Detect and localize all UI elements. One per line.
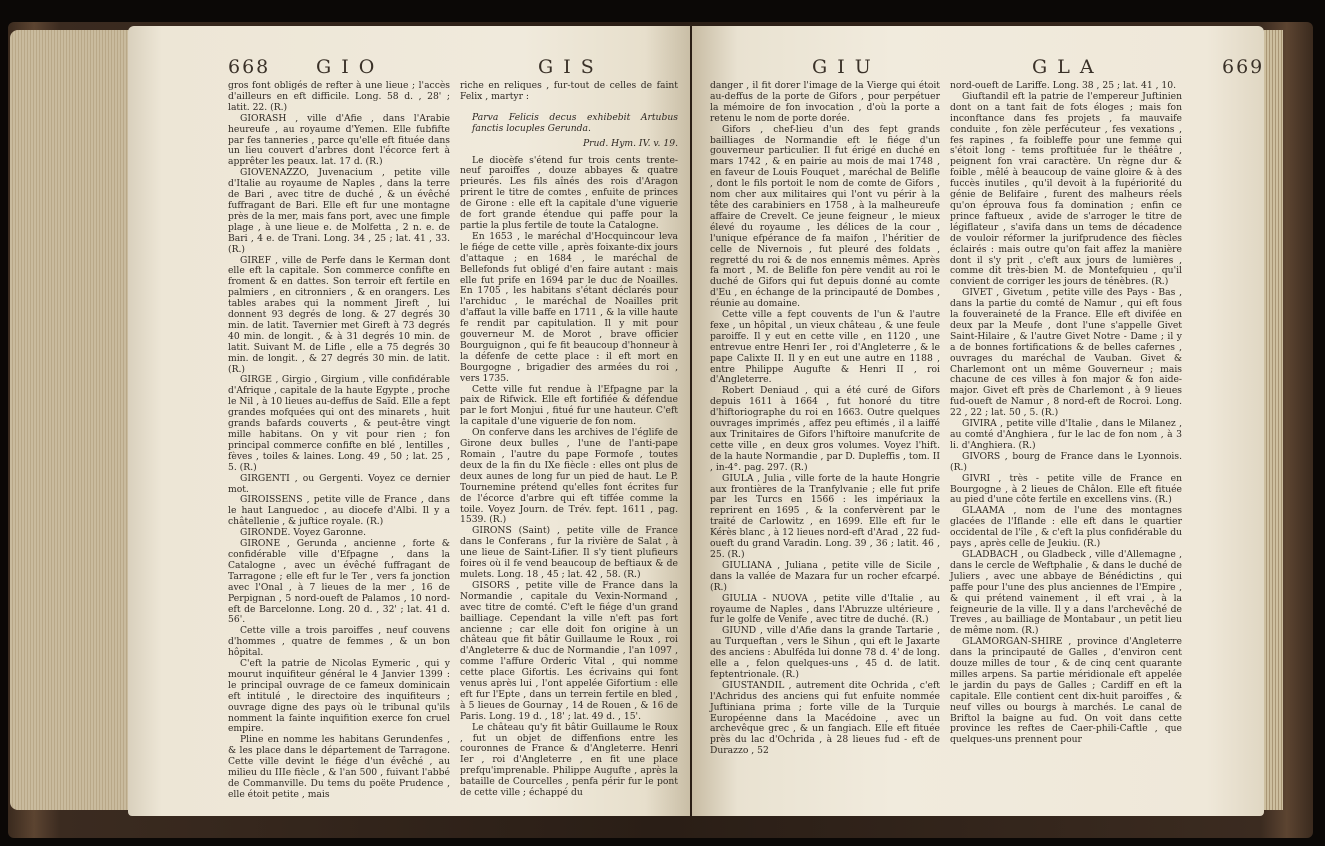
right-page [692, 26, 1264, 816]
article-paragraph: Prud. Hym. IV. v. 19. [582, 137, 678, 149]
article-paragraph: GLAAMA , nom de l'une des montagnes glacées de l'Iflande : elle eft dans le quartier occidental de l'île , & c'eft la plus confidérable du pays , après celle de Jeukiu. (R.) [950, 505, 1182, 550]
right-page-column-1 [710, 81, 940, 757]
article-paragraph: Robert Deniaud , qui a été curé de Gifors depuis 1611 à 1664 , fut honoré du titre d'hiftoriographe du roi en 1663. Outre quelques ouvrages imprimés , affez peu eftimés , il a laiffé aux Trinitaires de Gifors l'hiftoire manufcrite de cette ville , en deux gros volumes. Voyez l'hift. de la haute Normandie , par D. Dupleffis , tom. II , in-4°. pag. 297. (R.) [710, 385, 940, 473]
running-head-left-col: G I O [316, 56, 377, 78]
article-paragraph: GIVET , Givetum , petite ville des Pays - Bas , dans la partie du comté de Namur , qui eft fous la fouveraineté de la France. Elle eft divifée en deux par la Meufe , dont l'une s'appelle Givet Saint-Hilaire , & l'autre Givet Notre - Dame ; il y a de bonnes fortifications & de belles cafernes , ouvrages du maréchal de Vauban. Givet & Charlemont ont un même Gouverneur ; mais chacune de ces villes à fon major & fon aide-major. Givet eft près de Charlemont , à 9 lieues fud-oueft de Namur , 8 nord-eft de Rocroi. Long. 22 , 22 ; lat. 50 , 5. (R.) [950, 287, 1182, 419]
article-paragraph: GIREF , ville de Perfe dans le Kerman dont elle eft la capitale. Son commerce confifte en froment & en dattes. Son terroir eft fertile en palmiers , en citronniers , & en orangers. Les tables arabes qui la nomment Jireft , lui donnent 93 degrés de long. & 27 degrés 30 min. de latit. Tavernier met Gireft à 73 degrés 40 min. de longit. , & à 31 degrés 10 min. de latit. Suivant M. de Lifle , elle a 75 degrés 30 min. de longit. , & 27 degrés 30 min. de latit. (R.) [228, 254, 450, 375]
page-edges-left [10, 30, 130, 810]
article-paragraph: On conferve dans les archives de l'églife de Girone deux bulles , l'une de l'anti-pape Romain , l'autre du pape Formofe , toutes deux de la fin du IXe fiècle : elles ont plus de deux aunes de long fur un pied de haut. Le P. Tournemine prétend qu'elles font écrites fur de l'écorce d'arbre qui eft tiffée comme la toile. Voyez Journ. de Trév. fept. 1611 , pag. 1539. (R.) [460, 427, 678, 526]
article-paragraph: GIRONS (Saint) , petite ville de France dans le Conferans , fur la rivière de Salat , à une lieue de Saint-Lifier. Il s'y tient plufieurs foires où il fe vend beaucoup de beftiaux & de mulets. Long. 18 , 45 ; lat. 42 , 58. (R.) [460, 525, 678, 580]
article-paragraph: Cette ville a trois paroiffes , neuf couvens d'hommes , quatre de femmes , & un bon hôpital. [228, 625, 450, 659]
left-page-column-2 [460, 81, 678, 799]
article-paragraph: Giuftandil eft la patrie de l'empereur Juftinien dont on a tant fait de fots éloges ; mais fon inconftance dans fes projets , fa mauvaife conduite , fon zèle perfécuteur , fes vexations , fes rapines , fa foibleffe pour une femme qui s'étoit long - tems proftituée fur le théâtre , peignent fon vrai caractère. Un règne dur & foible , mêlé à beaucoup de vaine gloire & à des fuccès inutiles , qu'il devoit à la fupériorité du génie de Belifaire , furent des malheurs réels qu'on éprouva fous fa domination ; enfin ce prince faftueux , avide de s'arroger le titre de légiflateur , s'avifa dans un tems de décadence de vouloir réformer la jurifprudence des fiècles éclairés : mais outre qu'on fait affez la manière dont il s'y prit , c'eft aux jours de lumières , comme dit très-bien M. de Montefquieu , qu'il convient de corriger les jours de ténèbres. (R.) [950, 90, 1182, 288]
left-page-column-1 [228, 81, 450, 801]
article-paragraph: GIUSTANDIL , autrement dite Ochrida , c'eft l'Achridus des anciens qui fut enfuite nommée Juftiniana prima ; forte ville de la Turquie Européenne dans la Macédoine , avec un archevêque grec , & un fangiach. Elle eft fituée près du lac d'Ochrida , à 28 lieues fud - eft de Durazzo , 52 [710, 679, 940, 757]
article-paragraph: GIULIANA , Juliana , petite ville de Sicile , dans la vallée de Mazara fur un rocher efcarpé. (R.) [710, 559, 940, 593]
article-paragraph: GLADBACH , ou Gladbeck , ville d'Allemagne , dans le cercle de Weftphalie , & dans le duché de Juliers , avec une abbaye de Bénédictins , qui paffe pour l'une des plus anciennes de l'Empire , & qui prétend vainement , il eft vrai , à la feigneurie de la ville. Il y a dans l'archevêché de Treves , au bailliage de Montabaur , un petit lieu de même nom. (R.) [950, 548, 1182, 637]
article-paragraph: GIVRI , très - petite ville de France en Bourgogne , à 2 lieues de Châlon. Elle eft fituée au pied d'une côte fertile en excellens vins. (R.) [950, 472, 1182, 506]
article-paragraph: Cette ville a fept couvents de l'un & l'autre fexe , un hôpital , un vieux château , & une feule paroiffe. Il y eut en cette ville , en 1120 , une entrevue entre Henri Ier , roi d'Angleterre , & le pape Calixte II. Il y en eut une autre en 1188 , entre Philippe Augufte & Henri II , roi d'Angleterre. [710, 309, 940, 386]
page-edges-right [1261, 30, 1283, 810]
article-paragraph: GISORS , petite ville de France dans la Normandie , capitale du Vexin-Normand , avec titre de comté. C'eft le fiége d'un grand bailliage. Cependant la ville n'eft pas fort ancienne ; car elle doit fon origine à un château que fit bâtir Guillaume le Roux , roi d'Angleterre & duc de Normandie , l'an 1097 , comme l'affure Orderic Vital , qui nomme cette place Gifortis. Les écrivains qui font venus après lui , l'ont appelée Gifortium : elle eft fur l'Epte , dans un terrein fertile en bled , à 5 lieues de Gournay , 14 de Rouen , & 16 de Paris. Long. 19 d. , 18' ; lat. 49 d. , 15'. [460, 579, 678, 722]
article-paragraph: riche en reliques , fur-tout de celles de faint Felix , martyr : [460, 80, 678, 102]
article-paragraph: Pline en nomme les habitans Gerundenfes , & les place dans le département de Tarragone. Cette ville devint le fiége d'un évêché , au milieu du IIIe fiècle , & l'an 500 , fuivant l'abbé de Commanville. Du tems du poëte Prudence , elle étoit petite , mais [228, 734, 450, 800]
running-head-right-col: G I S [538, 56, 596, 78]
article-paragraph: GIOVENAZZO, Juvenacium , petite ville d'Italie au royaume de Naples , dans la terre de Bari , avec titre de duché , & un évêché fuffragant de Bari. Elle eft fur une montagne près de la mer, mais fans port, avec une fimple plage , à une lieue e. de Molfetta , 2 n. e. de Bari , 4 e. de Trani. Long. 34 , 25 ; lat. 41 , 33. (R.) [228, 167, 450, 255]
right-page-column-2 [950, 81, 1182, 746]
article-paragraph: GIRGENTI , ou Gergenti. Voyez ce dernier mot. [228, 472, 450, 495]
left-page [128, 26, 690, 816]
article-paragraph: GIULIA - NUOVA , petite ville d'Italie , au royaume de Naples , dans l'Abruzze ultérieure , fur le golfe de Venife , avec titre de duché. (R.) [710, 592, 940, 626]
article-paragraph: GIVIRA , petite ville d'Italie , dans le Milanez , au comté d'Anghiera , fur le lac de fon nom , à 3 li. d'Anghiera. (R.) [950, 418, 1182, 451]
article-paragraph: GIRONE , Gerunda , ancienne , forte & confidérable ville d'Efpagne , dans la Catalogne , avec un évêché fuffragant de Tarragone ; elle eft fur le Ter , vers fa jonction avec l'Onal , à 7 lieues de la mer , 16 de Perpignan , 5 nord-oueft de Palamos , 10 nord-eft de Barcelonne. Long. 20 d. , 32' ; lat. 41 d. 56'. [228, 538, 450, 626]
article-paragraph: GIULA , Julia , ville forte de la haute Hongrie aux frontières de la Tranfylvanie ; elle fut prife par les Turcs en 1566 : les impériaux la reprirent en 1695 , & la confervèrent par le traité de Carlowitz , en 1699. Elle eft fur le Kérès blanc , à 12 lieues nord-eft d'Arad , 22 fud-oueft du grand Varadin. Long. 39 , 36 ; latit. 46 , 25. (R.) [710, 472, 940, 560]
article-paragraph: GIUND , ville d'Afie dans la grande Tartarie , au Turqueftan , vers le Sihun , qui eft le Jaxarte des anciens : Abulféda lui donne 78 d. 4' de long. elle a , felon quelques-uns , 45 d. de latit. feptentrionale. (R.) [710, 625, 940, 680]
running-head-right-col: G L A [1032, 56, 1096, 78]
article-paragraph: danger , il fit dorer l'image de la Vierge qui étoit au-deffus de la porte de Gifors , pour perpétuer la mémoire de fon invocation , d'où la porte a retenu le nom de porte dorée. [710, 80, 940, 124]
article-paragraph: GIVORS , bourg de France dans le Lyonnois. (R.) [950, 450, 1182, 473]
article-paragraph: Le château qu'y fit bâtir Guillaume le Roux , fut un objet de diffenfions entre les couronnes de France & d'Angleterre. Henri Ier , roi d'Angleterre , en fit une place prefqu'imprenable. Philippe Augufte , après la bataille de Courcelles , penfa périr fur le pont de cette ville ; échappé du [460, 721, 678, 799]
article-paragraph: GLAMORGAN-SHIRE , province d'Angleterre dans la principauté de Galles , d'environ cent douze milles de tour , & de cinq cent quarante milles arpens. Sa partie méridionale eft appelée le jardin du pays de Galles ; Cardiff en eft la capitale. Elle contient cent dix-huit paroiffes , & neuf villes ou bourgs à marchés. Le canal de Briftol la baigne au fud. On voit dans cette province les reftes de Caer-phili-Caftle , que quelques-uns prennent pour [950, 636, 1182, 746]
article-paragraph: Le diocèfe s'étend fur trois cents trente-neuf paroiffes , douze abbayes & quatre prieurés. Les fils aînés des rois d'Aragon prirent le titre de comtes , enfuite de princes de Girone : elle eft la capitale d'une viguerie de fort grande étendue qui paffe pour la partie la plus fertile de toute la Catalogne. [460, 154, 678, 231]
article-paragraph: nord-oueft de Lariffe. Long. 38 , 25 ; lat. 41 , 10. [950, 80, 1177, 91]
article-paragraph: En 1653 , le maréchal d'Hocquincour leva le fiége de cette ville , après foixante-dix jours d'attaque ; en 1684 , le maréchal de Bellefonds fut obligé d'en faire autant : mais elle fut prife en 1694 par le duc de Noailles. En 1705 , les habitans s'étant déclarés pour l'archiduc , le maréchal de Noailles prit d'affaut la ville baffe en 1711 , & la ville haute fe rendit par capitulation. Il y mit pour gouverneur M. de Morot , brave officier Bourguignon , qui fe fit beaucoup d'honneur à la défenfe de cette place : il eft mort en Bourgogne , brigadier des armées du roi , vers 1735. [460, 230, 678, 384]
article-paragraph: gros font obligés de refter à une lieue ; l'accès d'ailleurs en eft difficile. Long. 58 d. , 28' ; latit. 22. (R.) [228, 80, 450, 113]
article-paragraph: GIROISSENS , petite ville de France , dans le haut Languedoc , au diocefe d'Albi. Il y a châtellenie , & juftice royale. (R.) [228, 494, 450, 528]
page-number-right: 669 [1222, 56, 1264, 78]
article-paragraph: Parva Felicis decus exhibebit Artubus fanctis locuples Gerunda. [472, 111, 678, 134]
article-paragraph: GIRONDE. Voyez Garonne. [240, 527, 367, 539]
article-paragraph: C'eft la patrie de Nicolas Eymeric , qui y mourut inquifiteur général le 4 Janvier 1399 : le principal ouvrage de ce fameux dominicain eft intitulé , le directoire des inquifiteurs ; ouvrage digne des pays où le tribunal qu'ils nomment la fainte inquifition exerce fon cruel empire. [228, 658, 450, 735]
page-number-left: 668 [228, 56, 271, 78]
article-paragraph: Cette ville fut rendue à l'Efpagne par la paix de Rifwick. Elle eft fortifiée & défendue par le fort Monjui , fitué fur une hauteur. C'eft la capitale d'une viguerie de fon nom. [460, 383, 678, 428]
article-paragraph: GIRGE , Girgio , Girgium , ville confidérable d'Afrique , capitale de la haute Egypte , proche le Nil , à 10 lieues au-deffus de Saïd. Elle a fept grandes mofquées qui ont des minarets , huit grands bafards couverts , & peut-être vingt mille habitans. On y vit pour rien ; fon principal commerce confifte en blé , lentilles , fèves , toiles & laines. Long. 49 , 50 ; lat. 25 , 5. (R.) [228, 374, 450, 473]
running-head-left-col: G I U [812, 56, 873, 78]
article-paragraph: Gifors , chef-lieu d'un des fept grands bailliages de Normandie eft le fiége d'un gouverneur particulier. Il fut érigé en duché en mars 1742 , & en pairie au mois de mai 1748 , en faveur de Louis Fouquet , maréchal de Belifle , dont le fils portoit le nom de comte de Gifors , nom cher aux militaires qui l'ont vu périr à la tête des carabiniers en 1758 , à la malheureufe affaire de Crevelt. Ce jeune feigneur , le mieux élevé du royaume , les délices de la cour , l'unique efpérance de fa maifon , l'héritier de celle de Nivernois , fut pleuré des foldats , regretté du roi & de nos ennemis mêmes. Après fa mort , M. de Belifle fon père vendit au roi le duché de Gifors qui fut depuis donné au comte d'Eu , en échange de la principauté de Dombes , réunie au domaine. [710, 123, 940, 310]
article-paragraph: GIORASH , ville d'Afie , dans l'Arabie heureufe , au royaume d'Yemen. Elle fubfifte par fes tanneries , parce qu'elle eft fituée dans un lieu couvert d'arbres dont l'écorce fert à apprêter les peaux. lat. 17 d. (R.) [228, 112, 450, 168]
